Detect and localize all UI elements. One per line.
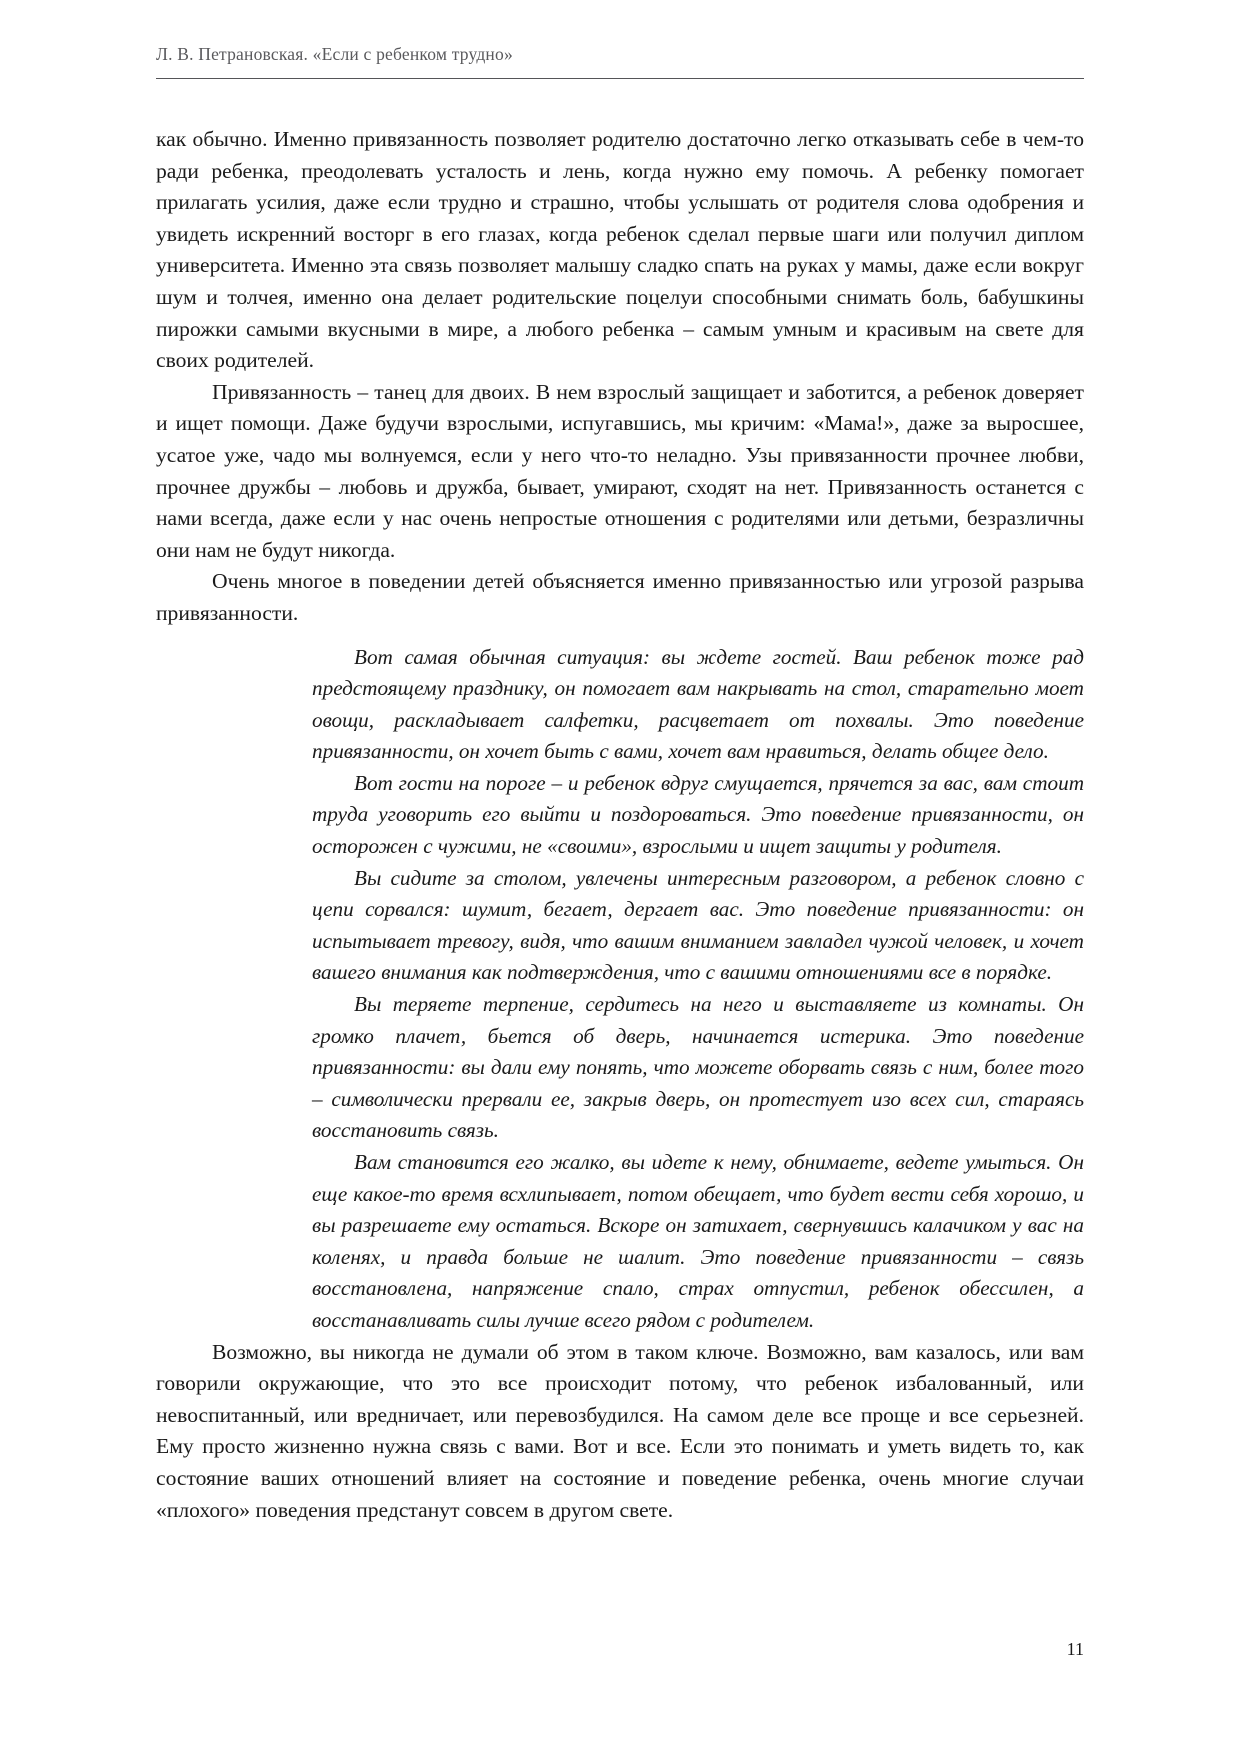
quote-paragraph: Вы теряете терпение, сердитесь на него и выставляете из комнаты. Он громко плачет, бьется об дверь, начинается истерика. Это поведение привязанности: вы дали ему понять, что можете оборвать связь с ним, более того – символически прервали ее, закрыв дверь, он протестует изо всех сил, стараясь восстановить связь. (312, 992, 1084, 1143)
running-header (156, 44, 1084, 65)
page-number-folio: 11 (1066, 1639, 1084, 1659)
quote-paragraph: Вы сидите за столом, увлечены интересным разговором, а ребенок словно с цепи сорвался: шумит, бегает, дергает вас. Это поведение привязанности: он испытывает тревогу, видя, что вашим вниманием завладел чужой человек, и хочет вашего внимания как подтверждения, что с вашими отношениями все в порядке. (312, 865, 1084, 985)
page-body-column (156, 124, 1084, 1526)
quote-paragraph: Вот самая обычная ситуация: вы ждете гостей. Ваш ребенок тоже рад предстоящему празднику, он помогает вам накрывать на стол, старательно моет овощи, раскладывает салфетки, расцветает от похвалы. Это поведение привязанности, он хочет быть с вами, хочет вам нравиться, делать общее дело. (312, 644, 1084, 764)
body-paragraph: Очень многое в поведении детей объясняется именно привязанностью или угрозой разрыва привязанности. (156, 569, 1084, 625)
body-paragraph: как обычно. Именно привязанность позволяет родителю достаточно легко отказывать себе в чем-то ради ребенка, преодолевать усталость и лень, когда нужно ему помочь. А ребенку помогает прилагать усилия, даже если трудно и страшно, чтобы услышать от родителя слова одобрения и увидеть искренний восторг в его глазах, когда ребенок сделал первые шаги или получил диплом университета. Именно эта связь позволяет малышу сладко спать на руках у мамы, даже если вокруг шум и толчея, именно она делает родительские поцелуи способными снимать боль, бабушкины пирожки самыми вкусными в мире, а любого ребенка – самым умным и красивым на свете для своих родителей. (156, 127, 1084, 373)
italic-quote-block (156, 642, 1084, 1337)
body-paragraph: Привязанность – танец для двоих. В нем взрослый защищает и заботится, а ребенок доверяет и ищет помощи. Даже будучи взрослыми, испугавшись, мы кричим: «Мама!», даже за выросшее, усатое уже, чадо мы волнуемся, если у него что-то неладно. Узы привязанности прочнее любви, прочнее дружбы – любовь и дружба, бывает, умирают, сходят на нет. Привязанность останется с нами всегда, даже если у нас очень непростые отношения с родителями или детьми, безразличны они нам не будут никогда. (156, 379, 1084, 562)
body-paragraph: Возможно, вы никогда не думали об этом в таком ключе. Возможно, вам казалось, или вам говорили окружающие, что это все происходит потому, что ребенок избалованный, или невоспитанный, или вредничает, или перевозбудился. На самом деле все проще и все серьезней. Ему просто жизненно нужна связь с вами. Вот и все. Если это понимать и уметь видеть то, как состояние ваших отношений влияет на состояние и поведение ребенка, очень многие случаи «плохого» поведения предстанут совсем в другом свете. (156, 1339, 1084, 1522)
quote-paragraph: Вам становится его жалко, вы идете к нему, обнимаете, ведете умыться. Он еще какое-то время всхлипывает, потом обещает, что будет вести себя хорошо, и вы разрешаете ему остаться. Вскоре он затихает, свернувшись калачиком у вас на коленях, и правда больше не шалит. Это поведение привязанности – связь восстановлена, напряжение спало, страх отпустил, ребенок обессилен, а восстанавливать силы лучше всего рядом с родителем. (312, 1150, 1084, 1332)
header-divider-rule (156, 78, 1084, 79)
running-header-title: Л. В. Петрановская. «Если с ребенком трудно» (156, 44, 513, 64)
quote-paragraph: Вот гости на пороге – и ребенок вдруг смущается, прячется за вас, вам стоит труда уговорить его выйти и поздороваться. Это поведение привязанности, он осторожен с чужими, не «своими», взрослыми и ищет защиты у родителя. (312, 770, 1084, 859)
